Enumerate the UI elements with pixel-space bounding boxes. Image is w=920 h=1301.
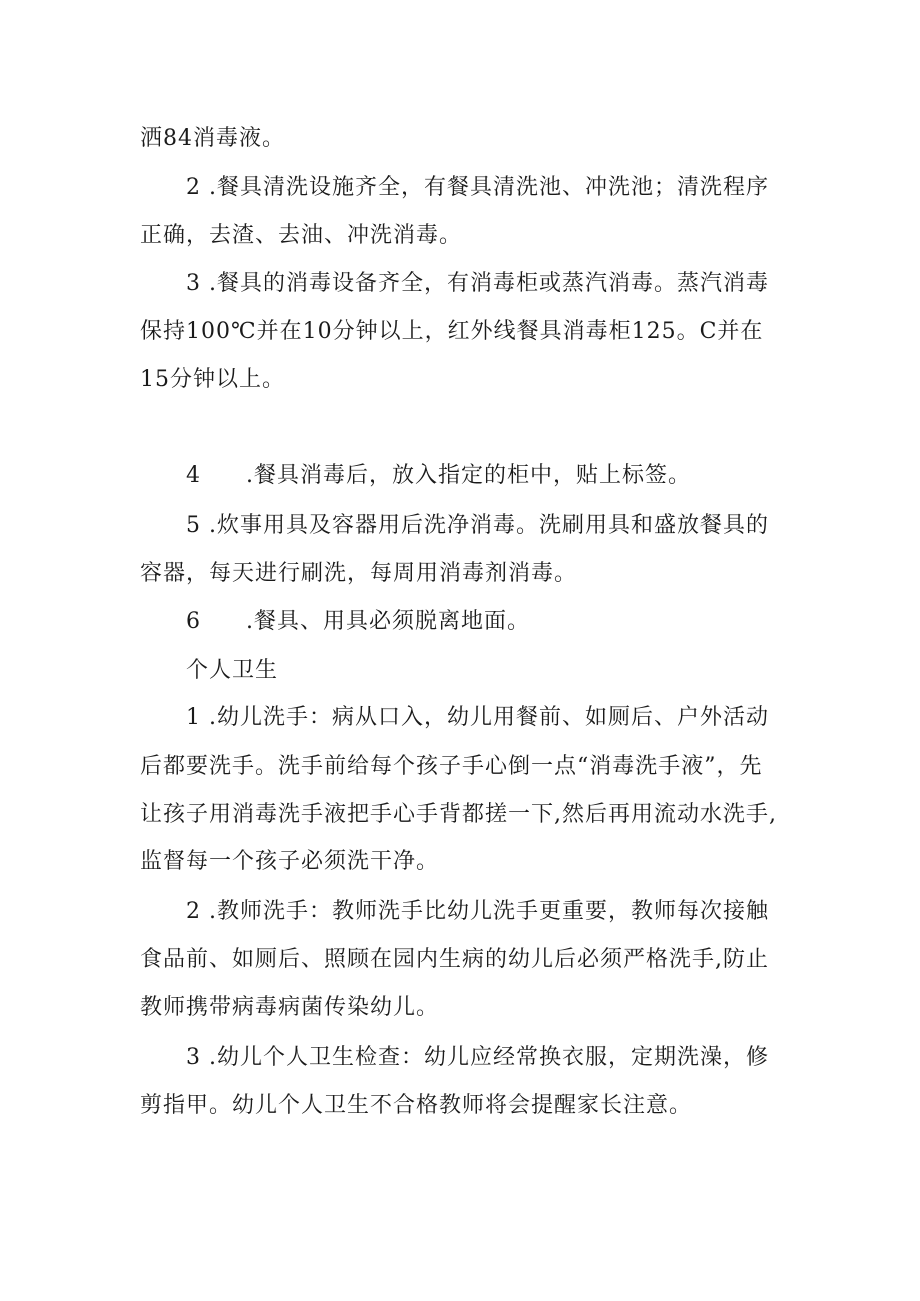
paragraph-line: 3 .幼儿个人卫生检查：幼儿应经常换衣服，定期洗澡，修 [186, 1045, 769, 1070]
section-heading: 个人卫生 [186, 658, 279, 683]
paragraph-line: 洒84消毒液。 [140, 126, 285, 151]
paragraph-line: 2 .餐具清洗设施齐全，有餐具清洗池、冲洗池；清洗程序 [186, 175, 769, 200]
paragraph-line: 剪指甲。幼儿个人卫生不合格教师将会提醒家长注意。 [140, 1093, 693, 1118]
paragraph-line: 2 .教师洗手：教师洗手比幼儿洗手更重要，教师每次接触 [186, 899, 769, 924]
paragraph-line: 5 .炊事用具及容器用后洗净消毒。洗刷用具和盛放餐具的 [186, 513, 769, 538]
paragraph-line: 让孩子用消毒洗手液把手心手背都搓一下,然后再用流动水洗手, [140, 802, 777, 827]
paragraph-line: 保持100℃并在10分钟以上，红外线餐具消毒柜125。C并在 [140, 319, 764, 344]
numbered-line [186, 461, 691, 491]
numbered-line [186, 607, 530, 637]
paragraph-line: 容器，每天进行刷洗，每周用消毒剂消毒。 [140, 561, 578, 586]
paragraph-line: 15分钟以上。 [140, 367, 285, 392]
paragraph-line: 1 .幼儿洗手：病从口入，幼儿用餐前、如厕后、户外活动 [186, 705, 769, 730]
item-number: 6 [186, 609, 201, 634]
paragraph-line: 3 .餐具的消毒设备齐全，有消毒柜或蒸汽消毒。蒸汽消毒 [186, 271, 769, 296]
paragraph-line: 正确，去渣、去油、冲洗消毒。 [140, 223, 463, 248]
paragraph-line: 食品前、如厕后、照顾在园内生病的幼儿后必须严格洗手,防止 [140, 947, 769, 972]
paragraph-line: 教师携带病毒病菌传染幼儿。 [140, 995, 440, 1020]
paragraph-line: 后都要洗手。洗手前给每个孩子手心倒一点“消毒洗手液”，先 [140, 754, 763, 779]
item-text: .餐具、用具必须脱离地面。 [246, 609, 530, 634]
item-text: .餐具消毒后，放入指定的柜中，贴上标签。 [246, 463, 691, 488]
item-number: 4 [186, 463, 201, 488]
paragraph-line: 监督每一个孩子必须洗干净。 [140, 849, 440, 874]
